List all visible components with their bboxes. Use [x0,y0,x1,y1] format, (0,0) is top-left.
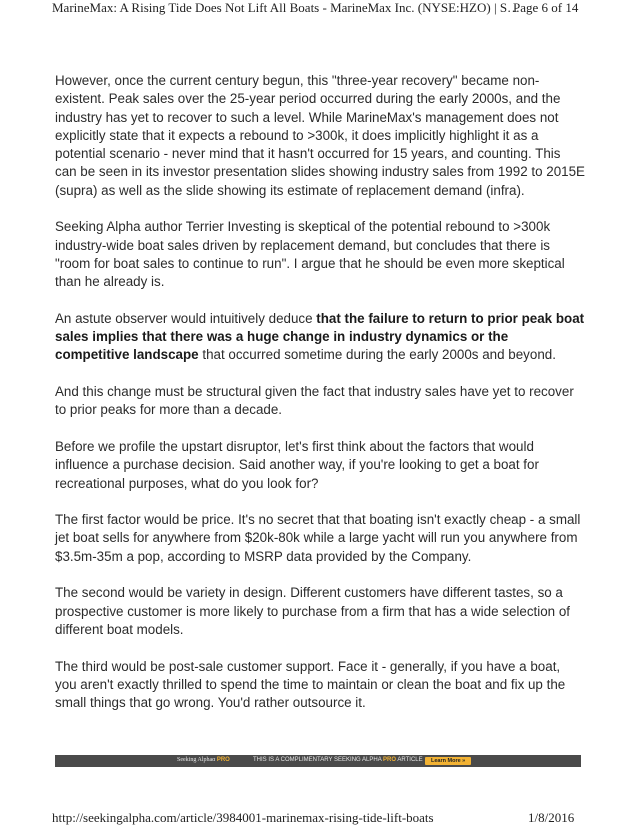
paragraph: The first factor would be price. It's no secret that that boating isn't exactly cheap - a small jet boat sells for anywhere from $20k-80k while a large yacht will run you anywhere from $3.5m-35m a pop, according to MSRP data provided by the Company. [55,512,581,564]
article-body [55,72,585,731]
paragraph: The third would be post-sale customer support. Face it - generally, if you have a boat, you aren't exactly thrilled to spend the time to maintain or clean the boat and fix up the small things that go wrong. You'd rather outsource it. [55,658,566,711]
paragraph: The second would be variety in design. Different customers have different tastes, so a prospective customer is more likely to purchase from a firm that has a wide selection of different boat models. [55,585,571,637]
page-url[interactable]: http://seekingalpha.com/article/3984001-marinemax-rising-tide-lift-boats [52,810,434,825]
promo-banner [55,755,581,767]
paragraph: Before we profile the upstart disruptor, let's first think about the factors that would influence a purchase decision. Said another way, if you're looking to get a boat for recreational purposes, what do you look for? [55,438,539,491]
paragraph: However, once the current century begun, this "three-year recovery" became non-existent. Peak sales over the 25-year period occurred during the early 2000s, and the industry has yet to recover to such a level. While MarineMax's management does not explicitly state that it expects a rebound to >300k, it does implicitly highlight it as a potential scenario - never mind that it hasn't occurred for 15 years, and counting. This can be seen in its investor presentation slides showing industry sales from 1992 to 2015E (supra) as well as the slide showing its estimate of replacement demand (infra). [55,73,585,198]
page-number: Page 6 of 14 [513,0,579,15]
print-date: 1/8/2016 [528,810,575,825]
paragraph-text: An astute observer would intuitively deduce [55,310,317,326]
promo-message: THIS IS A COMPLIMENTARY SEEKING ALPHA PRO ARTICLE [253,757,423,763]
brand-logo: Seeking Alphaα PRO [177,757,230,763]
alpha-mark: α [212,757,216,763]
paragraph: And this change must be structural given the fact that industry sales have yet to recover to prior peaks for more than a decade. [55,384,574,418]
bold-emphasis: that the failure to return to prior peak boat sales implies that there was a huge change in industry dynamics or the competitive landscape [55,310,585,363]
pro-badge: PRO [216,757,230,763]
print-header [0,0,638,17]
paragraph: Seeking Alpha author Terrier Investing is skeptical of the potential rebound to >300k industry-wide boat sales driven by replacement demand, but concludes that there is "room for boat sales to continue to run". I argue that he should be even more skeptical than he already is. [55,219,565,290]
print-footer [0,810,638,826]
paragraph [55,310,585,365]
document-title: MarineMax: A Rising Tide Does Not Lift All Boats - MarineMax Inc. (NYSE:HZO) | S… [52,0,521,15]
learn-more-button[interactable]: Learn More » [425,757,471,765]
paragraph-text: that occurred sometime during the early 2000s and beyond. [198,347,556,363]
